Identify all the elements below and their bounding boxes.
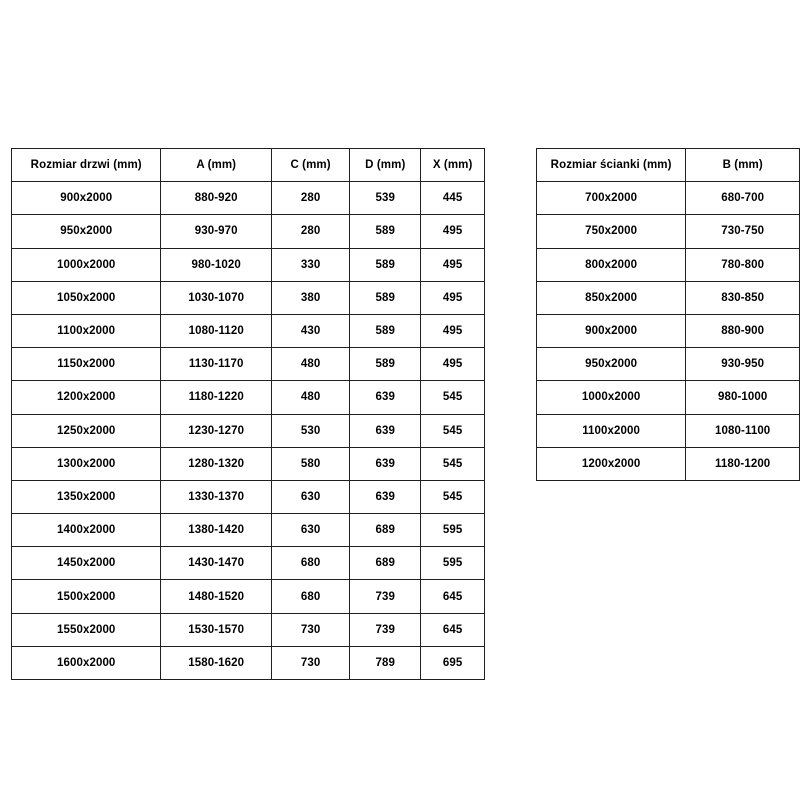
cell-d: 589: [350, 314, 421, 347]
cell-x: 495: [421, 215, 484, 248]
cell-x: 545: [421, 480, 484, 513]
column-header-b: B (mm): [686, 149, 800, 182]
table-row: [536, 414, 799, 447]
wall-size-table: [536, 148, 800, 481]
table-row: [12, 613, 485, 646]
cell-a: 1330-1370: [161, 480, 272, 513]
table-row: [12, 547, 485, 580]
table-row: [536, 314, 799, 347]
cell-x: 545: [421, 381, 484, 414]
table-header-row: [12, 149, 485, 182]
table-row: [12, 580, 485, 613]
cell-door-size: 1200x2000: [12, 381, 161, 414]
cell-x: 595: [421, 547, 484, 580]
cell-b: 980-1000: [686, 381, 800, 414]
cell-a: 880-920: [161, 182, 272, 215]
cell-d: 589: [350, 248, 421, 281]
cell-c: 480: [272, 348, 350, 381]
cell-c: 580: [272, 447, 350, 480]
cell-door-size: 1550x2000: [12, 613, 161, 646]
cell-x: 545: [421, 414, 484, 447]
cell-door-size: 1000x2000: [12, 248, 161, 281]
table-row: [536, 381, 799, 414]
wall-table-body: [536, 182, 799, 481]
cell-x: 445: [421, 182, 484, 215]
cell-c: 530: [272, 414, 350, 447]
cell-a: 1580-1620: [161, 646, 272, 679]
cell-b: 780-800: [686, 248, 800, 281]
table-row: [12, 182, 485, 215]
cell-c: 730: [272, 646, 350, 679]
cell-a: 1130-1170: [161, 348, 272, 381]
cell-b: 1080-1100: [686, 414, 800, 447]
cell-door-size: 1250x2000: [12, 414, 161, 447]
tables-container: [0, 148, 800, 680]
table-row: [536, 348, 799, 381]
cell-door-size: 1050x2000: [12, 281, 161, 314]
cell-door-size: 1100x2000: [12, 314, 161, 347]
table-row: [12, 414, 485, 447]
cell-x: 495: [421, 314, 484, 347]
cell-b: 830-850: [686, 281, 800, 314]
cell-a: 1180-1220: [161, 381, 272, 414]
doors-table-head: [12, 149, 485, 182]
table-row: [12, 381, 485, 414]
cell-c: 680: [272, 547, 350, 580]
cell-door-size: 1350x2000: [12, 480, 161, 513]
cell-wall-size: 1000x2000: [536, 381, 686, 414]
cell-d: 739: [350, 580, 421, 613]
cell-a: 1230-1270: [161, 414, 272, 447]
cell-d: 689: [350, 547, 421, 580]
cell-c: 430: [272, 314, 350, 347]
column-header-wall-size: Rozmiar ścianki (mm): [536, 149, 686, 182]
cell-door-size: 900x2000: [12, 182, 161, 215]
table-row: [536, 248, 799, 281]
column-header-d: D (mm): [350, 149, 421, 182]
cell-a: 1380-1420: [161, 514, 272, 547]
cell-door-size: 1450x2000: [12, 547, 161, 580]
cell-c: 680: [272, 580, 350, 613]
table-header-row: [536, 149, 799, 182]
table-row: [12, 281, 485, 314]
cell-d: 639: [350, 381, 421, 414]
cell-x: 545: [421, 447, 484, 480]
cell-c: 630: [272, 514, 350, 547]
column-header-c: C (mm): [272, 149, 350, 182]
cell-door-size: 1500x2000: [12, 580, 161, 613]
table-row: [536, 281, 799, 314]
cell-b: 880-900: [686, 314, 800, 347]
cell-d: 589: [350, 281, 421, 314]
table-row: [12, 447, 485, 480]
cell-d: 789: [350, 646, 421, 679]
cell-a: 1080-1120: [161, 314, 272, 347]
cell-b: 1180-1200: [686, 447, 800, 480]
cell-x: 645: [421, 613, 484, 646]
table-row: [12, 215, 485, 248]
cell-a: 930-970: [161, 215, 272, 248]
cell-c: 380: [272, 281, 350, 314]
cell-wall-size: 700x2000: [536, 182, 686, 215]
table-row: [536, 215, 799, 248]
table-row: [12, 646, 485, 679]
cell-d: 639: [350, 447, 421, 480]
cell-wall-size: 900x2000: [536, 314, 686, 347]
cell-door-size: 1400x2000: [12, 514, 161, 547]
table-row: [12, 480, 485, 513]
cell-wall-size: 1200x2000: [536, 447, 686, 480]
cell-wall-size: 750x2000: [536, 215, 686, 248]
doors-size-table-block: [11, 148, 485, 680]
cell-x: 645: [421, 580, 484, 613]
doors-table-body: [12, 182, 485, 680]
cell-a: 1530-1570: [161, 613, 272, 646]
cell-d: 639: [350, 480, 421, 513]
cell-wall-size: 1100x2000: [536, 414, 686, 447]
cell-door-size: 1600x2000: [12, 646, 161, 679]
wall-size-table-block: [536, 148, 800, 481]
cell-x: 495: [421, 281, 484, 314]
doors-size-table: [11, 148, 485, 680]
table-row: [12, 248, 485, 281]
cell-x: 695: [421, 646, 484, 679]
cell-d: 589: [350, 215, 421, 248]
cell-d: 539: [350, 182, 421, 215]
cell-b: 730-750: [686, 215, 800, 248]
cell-c: 280: [272, 182, 350, 215]
cell-d: 589: [350, 348, 421, 381]
cell-x: 495: [421, 248, 484, 281]
cell-c: 280: [272, 215, 350, 248]
table-row: [12, 514, 485, 547]
cell-wall-size: 950x2000: [536, 348, 686, 381]
cell-x: 595: [421, 514, 484, 547]
cell-d: 689: [350, 514, 421, 547]
cell-wall-size: 800x2000: [536, 248, 686, 281]
cell-a: 1030-1070: [161, 281, 272, 314]
cell-door-size: 1150x2000: [12, 348, 161, 381]
cell-c: 730: [272, 613, 350, 646]
cell-a: 980-1020: [161, 248, 272, 281]
cell-door-size: 1300x2000: [12, 447, 161, 480]
cell-a: 1480-1520: [161, 580, 272, 613]
cell-wall-size: 850x2000: [536, 281, 686, 314]
table-row: [12, 314, 485, 347]
cell-b: 680-700: [686, 182, 800, 215]
column-header-x: X (mm): [421, 149, 484, 182]
cell-x: 495: [421, 348, 484, 381]
cell-c: 480: [272, 381, 350, 414]
cell-b: 930-950: [686, 348, 800, 381]
column-header-a: A (mm): [161, 149, 272, 182]
table-row: [12, 348, 485, 381]
cell-a: 1430-1470: [161, 547, 272, 580]
table-row: [536, 447, 799, 480]
cell-door-size: 950x2000: [12, 215, 161, 248]
cell-c: 630: [272, 480, 350, 513]
cell-d: 739: [350, 613, 421, 646]
wall-table-head: [536, 149, 799, 182]
cell-a: 1280-1320: [161, 447, 272, 480]
cell-d: 639: [350, 414, 421, 447]
column-header-door-size: Rozmiar drzwi (mm): [12, 149, 161, 182]
cell-c: 330: [272, 248, 350, 281]
table-row: [536, 182, 799, 215]
